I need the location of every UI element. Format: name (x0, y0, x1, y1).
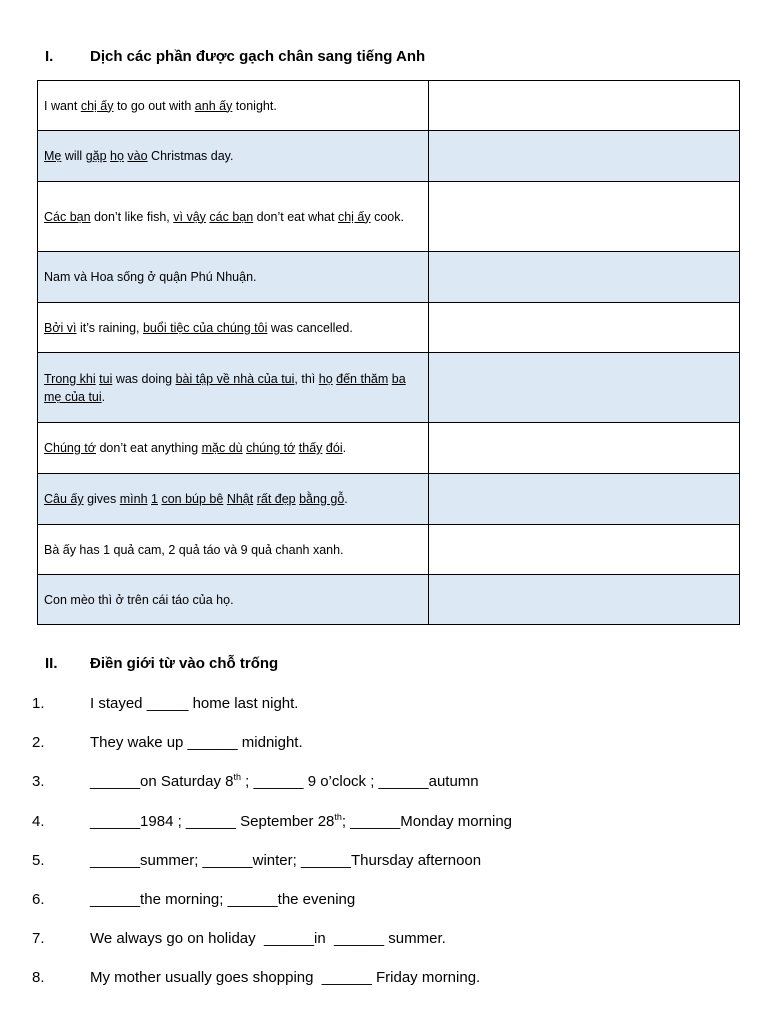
underlined-text: rất đẹp (256, 492, 296, 506)
table-row (38, 303, 740, 353)
table-row (38, 131, 740, 182)
item-text (90, 850, 481, 872)
underlined-text: chị ấy (337, 209, 371, 224)
underlined-text: vào (127, 149, 148, 163)
underlined-text: đói (325, 441, 343, 455)
underlined-text: con búp bê (161, 492, 224, 506)
underlined-text: 1 (151, 492, 158, 506)
text-segment: ______the morning; ______the evening (90, 890, 356, 908)
text-segment: I want (44, 98, 81, 113)
text-segment: cook. (370, 209, 404, 224)
text-segment: was cancelled. (267, 320, 353, 335)
underlined-text: các bạn (209, 209, 254, 224)
underlined-text: bài tập về nhà của tui (175, 371, 295, 386)
text-segment: , thì (294, 371, 319, 386)
text-segment: was doing (112, 371, 176, 386)
list-item (0, 767, 768, 806)
table-row (38, 182, 740, 252)
underlined-text: Trong khi (44, 371, 96, 386)
source-sentence-cell (38, 303, 429, 353)
source-sentence-cell (38, 423, 429, 474)
list-item (0, 689, 768, 728)
underlined-text: đến thăm (336, 371, 389, 386)
answer-cell[interactable] (429, 252, 740, 303)
item-number: 4. (32, 812, 45, 830)
text-segment: We always go on holiday ______in ______ summer. (90, 930, 446, 948)
text-segment: . (101, 389, 106, 404)
underlined-text: Câu ấy (44, 492, 84, 506)
source-sentence-cell (38, 81, 429, 131)
list-item (0, 924, 768, 963)
text-segment: tonight. (232, 98, 277, 113)
text-segment: Nam và Hoa sống ở quận Phú Nhuận. (44, 270, 257, 284)
text-segment: . (342, 441, 347, 455)
item-number: 6. (32, 890, 45, 908)
underlined-text: vì vậy (173, 209, 206, 224)
table-row (38, 423, 740, 474)
source-sentence-cell (38, 252, 429, 303)
underlined-text: ba mẹ của tui (44, 371, 406, 404)
underlined-text: chị ấy (80, 98, 114, 113)
text-segment: My mother usually goes shopping ______ Friday morning. (90, 969, 481, 987)
item-number: 1. (32, 695, 45, 712)
text-segment: Con mèo thì ở trên cái táo của họ. (44, 592, 234, 607)
text-segment: ; ______ 9 o’clock ; ______autumn (240, 773, 479, 791)
answer-cell[interactable] (429, 131, 740, 182)
section-1-heading (45, 48, 425, 65)
answer-cell[interactable] (429, 423, 740, 474)
text-segment: it’s raining, (76, 320, 143, 335)
underlined-text: tui (99, 371, 113, 386)
list-item (0, 963, 768, 1002)
text-segment: Bà ấy has 1 quả cam, 2 quả táo và 9 quả chanh xanh. (44, 542, 344, 557)
source-sentence-cell (38, 474, 429, 525)
item-text (90, 811, 512, 833)
list-item (0, 807, 768, 846)
item-text (90, 771, 479, 793)
section-1-title: Dịch các phần được gạch chân sang tiếng Anh (90, 48, 426, 65)
item-text (90, 693, 298, 715)
list-item (0, 728, 768, 767)
section-2-number: II. (45, 655, 58, 672)
section-2-title: Điền giới từ vào chỗ trống (90, 655, 279, 672)
text-segment: don’t eat what (253, 209, 338, 224)
text-segment: ______on Saturday 8 (90, 773, 234, 791)
translation-table (37, 80, 740, 625)
source-sentence-cell (38, 353, 429, 423)
answer-cell[interactable] (429, 81, 740, 131)
list-item (0, 846, 768, 885)
underlined-text: buổi tiệc của chúng tôi (142, 320, 268, 335)
table-row (38, 252, 740, 303)
text-segment: They wake up ______ midnight. (90, 734, 303, 752)
text-segment: ______1984 ; ______ September 28 (90, 812, 335, 830)
text-segment: don’t like fish, (90, 209, 174, 224)
source-sentence-cell (38, 182, 429, 252)
superscript-text: th (233, 772, 241, 783)
text-segment: ; ______Monday morning (341, 812, 513, 830)
underlined-text: Các bạn (44, 209, 91, 224)
section-1-number: I. (45, 48, 54, 65)
answer-cell[interactable] (429, 525, 740, 575)
source-sentence-cell (38, 131, 429, 182)
underlined-text: Bởi vì (44, 320, 77, 335)
underlined-text: anh ấy (194, 98, 233, 113)
underlined-text: thấy (298, 441, 323, 455)
underlined-text: Nhật (226, 492, 254, 506)
text-segment: I stayed _____ home last night. (90, 695, 299, 712)
source-sentence-cell (38, 525, 429, 575)
underlined-text: mình (119, 492, 148, 506)
list-item (0, 885, 768, 924)
fill-in-exercise-list (0, 689, 768, 1003)
text-segment: to go out with (113, 98, 195, 113)
table-row (38, 353, 740, 423)
text-segment: don’t eat anything (95, 441, 202, 455)
answer-cell[interactable] (429, 353, 740, 423)
table-row (38, 575, 740, 625)
answer-cell[interactable] (429, 474, 740, 525)
underlined-text: họ (318, 371, 333, 386)
answer-cell[interactable] (429, 575, 740, 625)
text-segment: will (61, 149, 86, 163)
item-text (90, 967, 480, 989)
text-segment: ______summer; ______winter; ______Thursday afternoon (90, 851, 482, 869)
item-number: 5. (32, 851, 45, 869)
item-text (90, 732, 303, 754)
answer-cell[interactable] (429, 303, 740, 353)
underlined-text: bằng gỗ (299, 492, 345, 506)
underlined-text: gặp (85, 149, 107, 163)
table-row (38, 525, 740, 575)
underlined-text: Chúng tớ (44, 441, 96, 455)
source-sentence-cell (38, 575, 429, 625)
underlined-text: Mẹ (44, 149, 62, 163)
item-number: 8. (32, 969, 45, 987)
item-text (90, 928, 446, 950)
text-segment: gives (83, 492, 120, 506)
underlined-text: họ (110, 149, 124, 163)
table-row (38, 81, 740, 131)
table-row (38, 474, 740, 525)
text-segment: Christmas day. (147, 149, 234, 163)
answer-cell[interactable] (429, 182, 740, 252)
item-text (90, 889, 355, 911)
item-number: 7. (32, 930, 45, 948)
item-number: 2. (32, 734, 45, 752)
underlined-text: chúng tớ (246, 441, 296, 455)
text-segment: . (344, 492, 348, 506)
section-2-heading (45, 655, 278, 672)
underlined-text: mặc dù (201, 441, 243, 455)
item-number: 3. (32, 773, 45, 791)
superscript-text: th (334, 811, 342, 822)
